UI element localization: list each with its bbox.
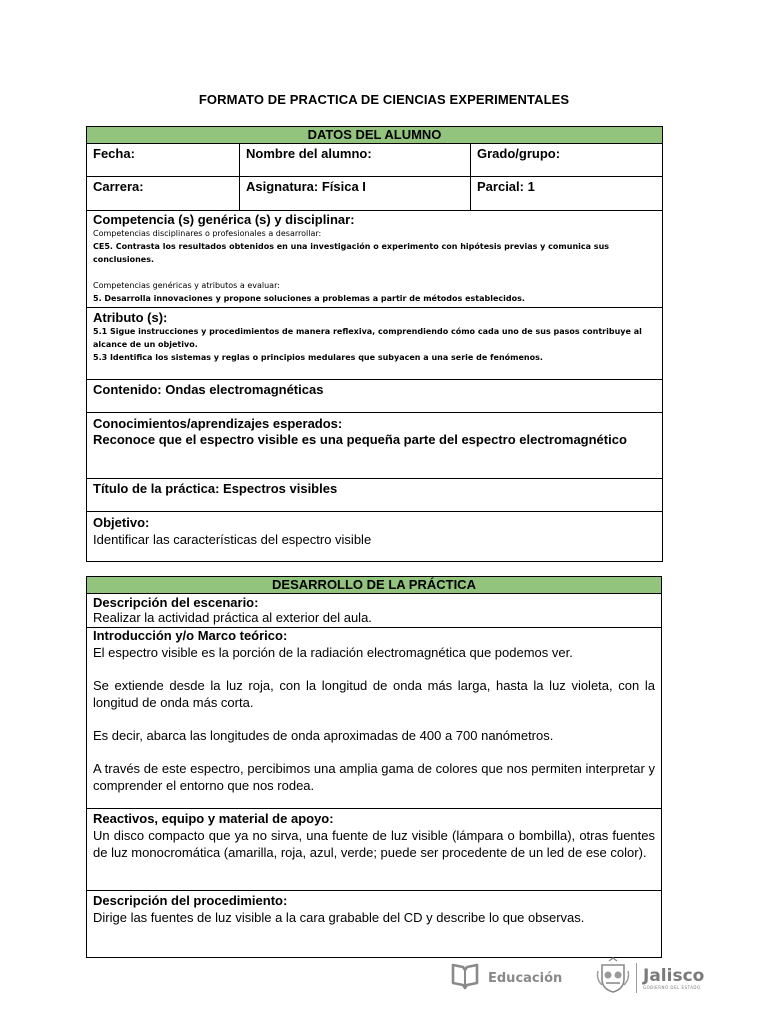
intro-paragraph-1: El espectro visible es la porción de la radiación electromagnética que podemos ver. xyxy=(93,645,573,660)
intro-paragraph-3: Es decir, abarca las longitudes de onda aproximadas de 400 a 700 nanómetros. xyxy=(93,728,554,743)
objetivo-cell xyxy=(87,512,663,562)
reactivos-cell xyxy=(87,809,662,891)
competencia-disc-label: Competencias disciplinares o profesionales a desarrollar: xyxy=(93,229,322,238)
conocimientos-text: Reconoce que el espectro visible es una pequeña parte del espectro electromagnético xyxy=(93,432,627,447)
page-title: FORMATO DE PRACTICA DE CIENCIAS EXPERIMENTALES xyxy=(198,92,570,107)
titulo-cell: Título de la práctica: Espectros visibles xyxy=(87,479,663,512)
datos-row-2 xyxy=(87,177,663,211)
desarrollo-header: DESARROLLO DE LA PRÁCTICA xyxy=(87,577,662,594)
procedimiento-label: Descripción del procedimiento: xyxy=(93,893,288,908)
intro-paragraph-2: Se extiende desde la luz roja, con la longitud de onda más larga, hasta la luz violeta, con la longitud de onda más corta. xyxy=(93,678,655,710)
educacion-text: Educación xyxy=(488,970,563,986)
intro-label: Introducción y/o Marco teórico: xyxy=(93,628,288,643)
intro-row xyxy=(87,628,662,809)
grado-field[interactable]: Grado/grupo: xyxy=(471,144,663,177)
desarrollo-table xyxy=(86,576,662,958)
carrera-field[interactable]: Carrera: xyxy=(87,177,240,211)
competencia-label: Competencia (s) genérica (s) y disciplinar: xyxy=(93,212,355,227)
escenario-row xyxy=(87,594,662,628)
escenario-text: Realizar la actividad práctica al exterior del aula. xyxy=(93,610,372,625)
competencia-disc-text: CE5. Contrasta los resultados obtenidos en una investigación o experimento con hipótesis previas y comunica sus conclusiones. xyxy=(93,242,610,264)
conocimientos-label: Conocimientos/aprendizajes esperados: xyxy=(93,416,343,431)
competencia-gen-label: Competencias genéricas y atributos a evaluar: xyxy=(93,281,280,290)
conocimientos-row xyxy=(87,413,663,479)
procedimiento-row xyxy=(87,891,662,958)
asignatura-field[interactable]: Asignatura: Física I xyxy=(240,177,471,211)
fecha-field[interactable]: Fecha: xyxy=(87,144,240,177)
jalisco-text: Jalisco xyxy=(643,965,705,986)
reactivos-label: Reactivos, equipo y material de apoyo: xyxy=(93,811,334,826)
gobierno-text: GOBIERNO DEL ESTADO xyxy=(643,984,701,990)
contenido-row xyxy=(87,380,663,413)
nombre-field[interactable]: Nombre del alumno: xyxy=(240,144,471,177)
conocimientos-cell xyxy=(87,413,663,479)
competencia-cell xyxy=(87,211,663,308)
competencia-row xyxy=(87,211,663,308)
educacion-logo xyxy=(450,958,562,998)
parcial-field[interactable]: Parcial: 1 xyxy=(471,177,663,211)
atributo-item-2: 5.3 Identifica los sistemas y reglas o principios medulares que subyacen a una serie de fenómenos. xyxy=(93,353,543,362)
escenario-label: Descripción del escenario: xyxy=(93,595,259,610)
objetivo-label: Objetivo: xyxy=(93,515,150,530)
book-icon xyxy=(450,961,480,996)
reactivos-row xyxy=(87,809,662,891)
datos-header-row xyxy=(87,127,663,144)
reactivos-text: Un disco compacto que ya no sirva, una fuente de luz visible (lámpara o bombilla), otras fuentes de luz monocromática (amarilla, roja, azul, verde; puede ser procedente de un led de ese color). xyxy=(93,828,655,860)
procedimiento-cell xyxy=(87,891,662,958)
contenido-cell: Contenido: Ondas electromagnéticas xyxy=(87,380,663,413)
atributo-item-1: 5.1 Sigue instrucciones y procedimientos de manera reflexiva, comprendiendo cómo cada uno de sus pasos contribuye al alcance de un objetivo. xyxy=(93,327,642,349)
jalisco-shield-icon xyxy=(594,957,632,1000)
atributo-label: Atributo (s): xyxy=(93,310,168,325)
intro-cell xyxy=(87,628,662,809)
intro-paragraph-4: A través de este espectro, percibimos una amplia gama de colores que nos permiten interpretar y comprender el entorno que nos rodea. xyxy=(93,761,655,793)
escenario-cell xyxy=(87,594,662,628)
datos-header: DATOS DEL ALUMNO xyxy=(87,127,663,144)
objetivo-text: Identificar las características del espectro visible xyxy=(93,532,372,547)
atributo-row xyxy=(87,308,663,380)
atributo-cell xyxy=(87,308,663,380)
competencia-gen-text: 5. Desarrolla innovaciones y propone soluciones a problemas a partir de métodos establecidos. xyxy=(93,294,525,303)
jalisco-logo xyxy=(594,958,704,998)
desarrollo-header-row xyxy=(87,577,662,594)
datos-row-1 xyxy=(87,144,663,177)
titulo-row xyxy=(87,479,663,512)
procedimiento-text: Dirige las fuentes de luz visible a la cara grabable del CD y describe lo que observas. xyxy=(93,910,585,925)
datos-alumno-table xyxy=(86,126,663,562)
objetivo-row xyxy=(87,512,663,562)
